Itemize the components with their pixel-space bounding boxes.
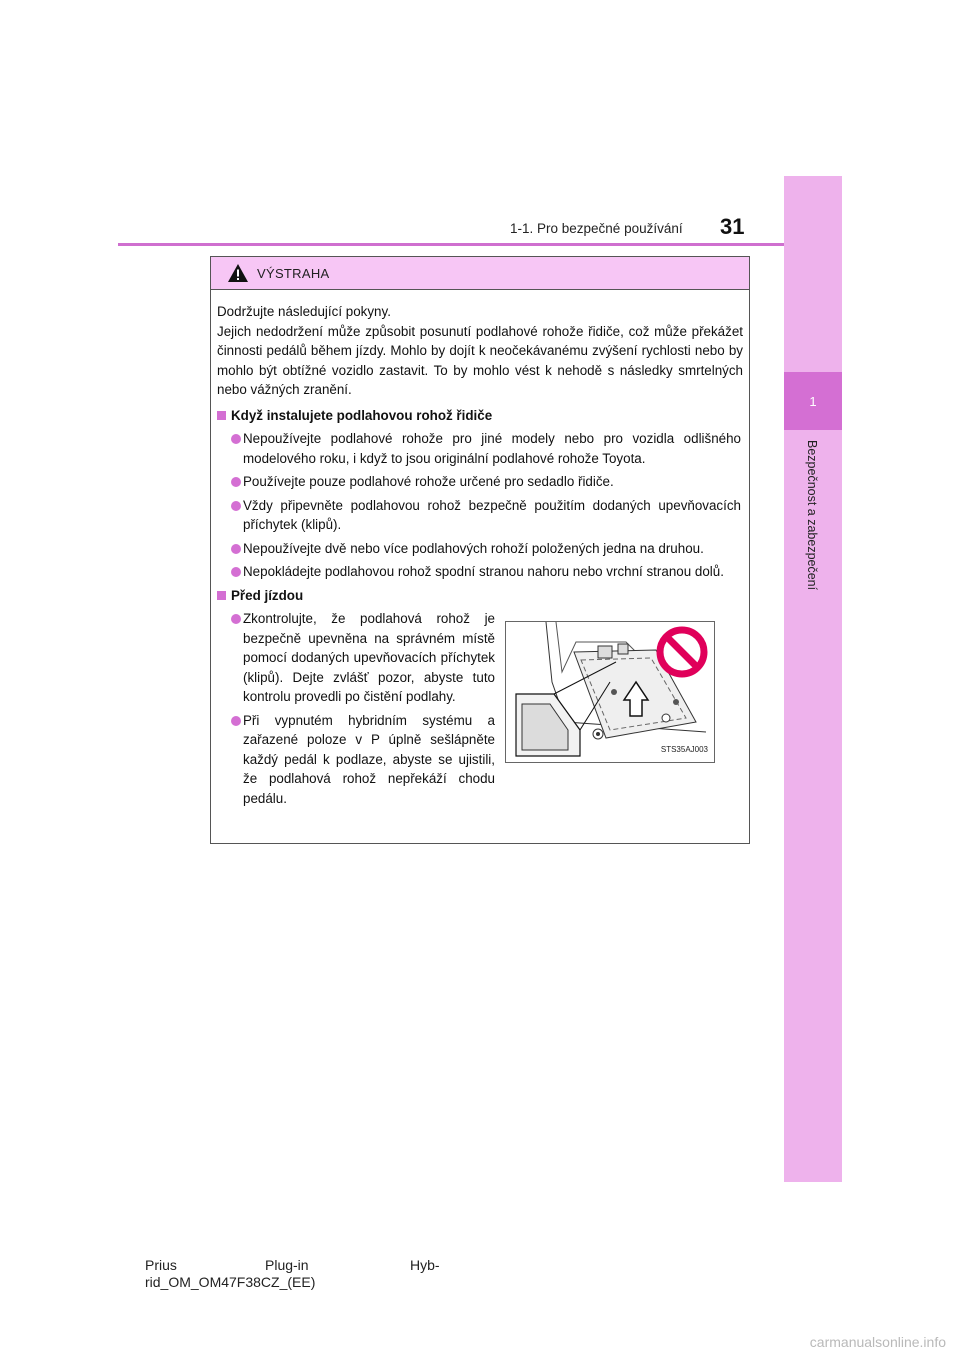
list-item (217, 429, 743, 468)
list-item-text: Nepokládejte podlahovou rohož spodní stranou nahoru nebo vrchní stranou dolů. (243, 564, 724, 579)
footer-line2: rid_OM_OM47F38CZ_(EE) (145, 1274, 316, 1290)
watermark: carmanualsonline.info (809, 1334, 946, 1350)
warning-triangle-icon (227, 263, 249, 283)
section-title-installation (217, 406, 743, 426)
list-item-text: Používejte pouze podlahové rohože určené pro sedadlo řidiče. (243, 474, 614, 489)
figure-code: STS35AJ003 (660, 744, 708, 754)
circle-bullet-icon (231, 501, 241, 511)
circle-bullet-icon (231, 716, 241, 726)
list-item (217, 496, 743, 535)
section-title-before-driving (217, 586, 743, 606)
installation-list (217, 429, 743, 582)
warning-box (210, 256, 750, 844)
list-item (217, 539, 743, 559)
footer-word1: Prius (145, 1257, 177, 1273)
before-driving-list (217, 609, 497, 812)
list-item-text: Zkontrolujte, že podlahová rohož je bezpečně upevněna na správném místě pomocí dodaných upevňovacích příchytek (klipů). Dejte zvlášť pozor, abyste tuto kontrolu provedli po čistění podlahy. (243, 611, 495, 704)
page-number: 31 (720, 214, 745, 239)
warning-header (211, 257, 749, 290)
warning-body (211, 290, 749, 816)
chapter-title-vertical (784, 440, 842, 640)
circle-bullet-icon (231, 614, 241, 624)
warning-intro-line1: Dodržujte následující pokyny. (217, 304, 391, 319)
list-item-text: Nepoužívejte podlahové rohože pro jiné modely nebo pro vozidla odlišného modelového roku, i když to jsou originální podlahové rohože Toyota. (243, 431, 741, 466)
square-bullet-icon (217, 591, 226, 600)
header-divider (118, 243, 784, 246)
footer-word3: Hyb- (410, 1257, 440, 1273)
list-item-text: Vždy připevněte podlahovou rohož bezpečně použitím dodaných upevňovacích příchytek (klipů). (243, 497, 741, 532)
square-bullet-icon (217, 411, 226, 420)
warning-intro-line2: Jejich nedodržení může způsobit posunutí podlahové rohože řidiče, což může překážet činnosti pedálů během jízdy. Mohlo by dojít k neočekávanému zvýšení rychlosti nebo by mohlo být obtížné vozidlo zastavit. To by mohlo vést k nehodě s následky smrtelných nebo vážných zranění. (217, 323, 743, 397)
list-item (217, 609, 497, 707)
footer-word2: Plug-in (265, 1257, 309, 1273)
before-driving-content (217, 609, 743, 816)
chapter-title: Bezpečnost a zabezpečení (805, 440, 819, 591)
section-title-text: Když instalujete podlahovou rohož řidiče (231, 407, 493, 423)
list-item-text: Při vypnutém hybridním systému a zařazené poloze v P úplně sešlápněte každý pedál k podlaze, abyste se ujistili, že podlahová rohož nepřekáží chodu pedálu. (243, 712, 495, 806)
warning-intro (217, 302, 743, 400)
circle-bullet-icon (231, 567, 241, 577)
circle-bullet-icon (231, 544, 241, 554)
section-title-text: Před jízdou (231, 587, 304, 603)
list-item (217, 472, 743, 492)
circle-bullet-icon (231, 477, 241, 487)
circle-bullet-icon (231, 434, 241, 444)
chapter-number: 1 (784, 372, 842, 430)
footer (145, 1257, 440, 1291)
header-section-title: 1-1. Pro bezpečné používání (510, 221, 683, 236)
footer-line1 (145, 1257, 440, 1274)
floor-mat-illustration (505, 621, 715, 763)
warning-title: VÝSTRAHA (257, 265, 330, 281)
list-item (217, 711, 497, 809)
list-item-text: Nepoužívejte dvě nebo více podlahových rohoží položených jedna na druhou. (243, 540, 704, 556)
list-item (217, 562, 743, 582)
chapter-side-tab (784, 176, 842, 1182)
